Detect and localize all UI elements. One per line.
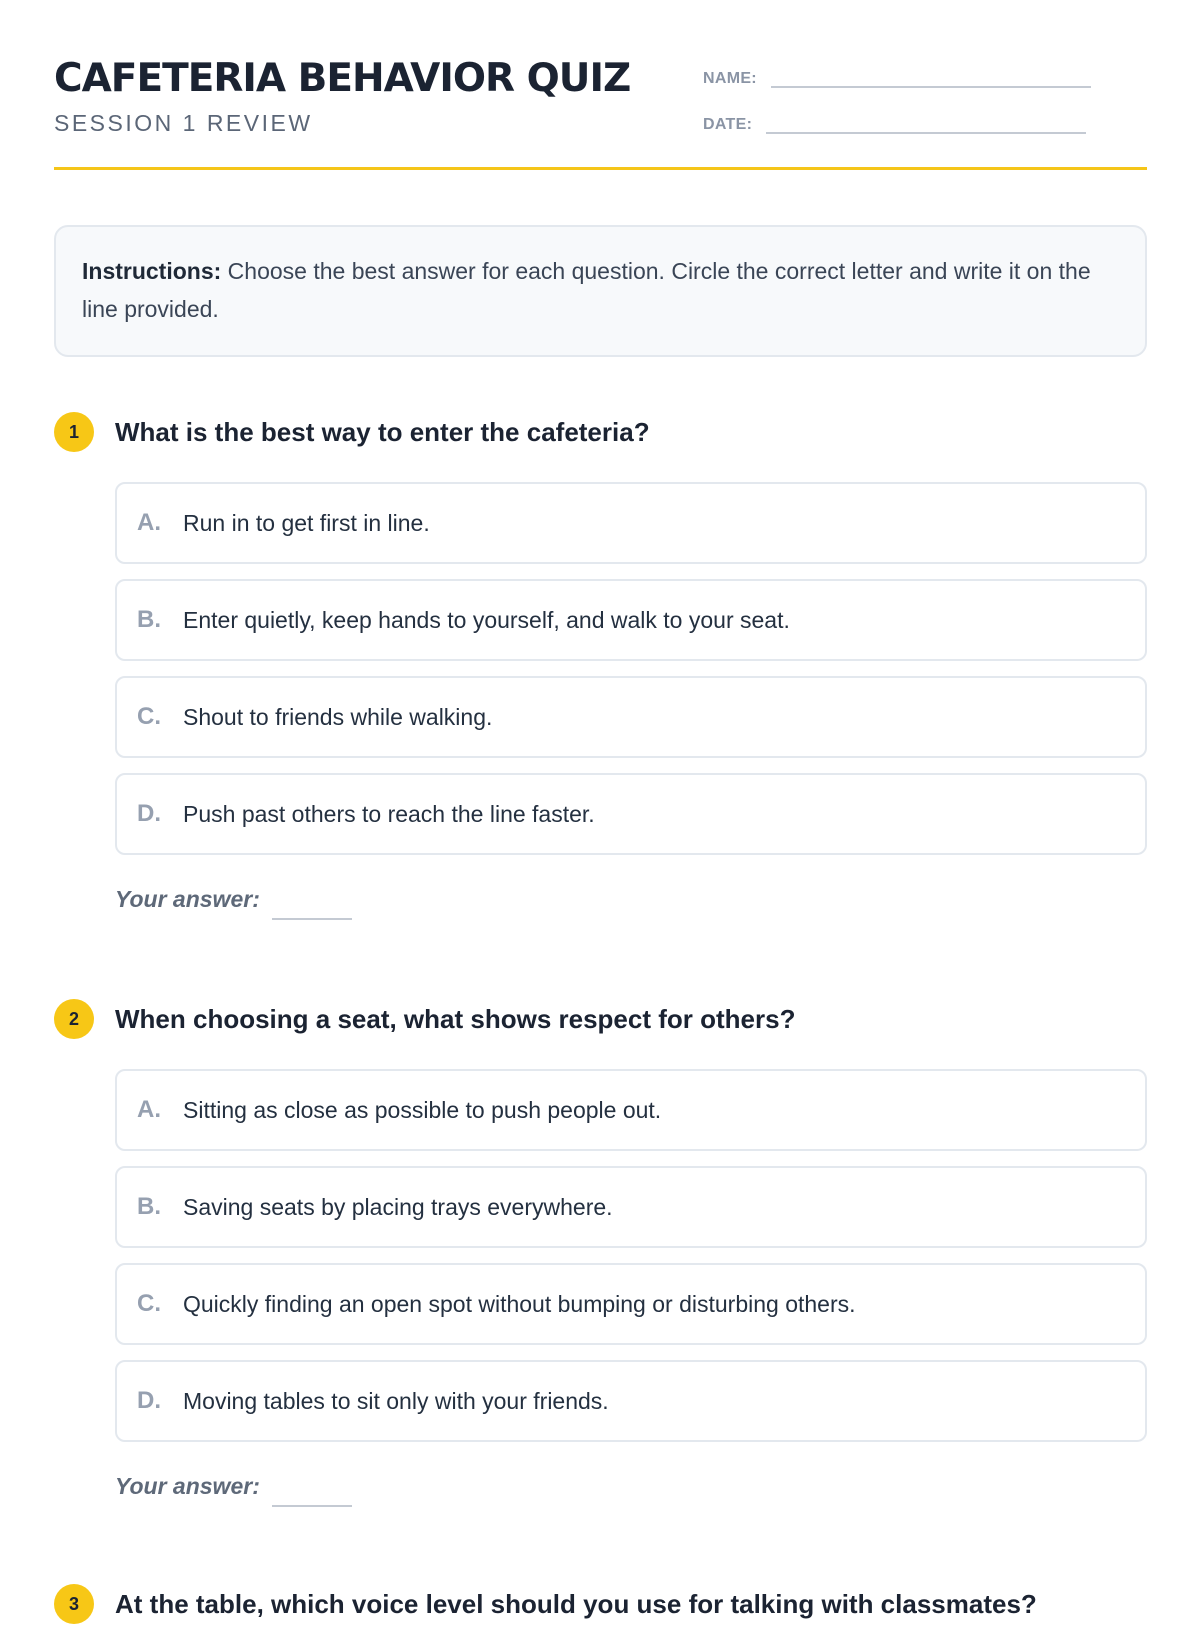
option-a[interactable] <box>115 1069 1147 1151</box>
option-c[interactable] <box>115 1263 1147 1345</box>
date-label: DATE: <box>703 116 753 133</box>
instructions-box <box>54 225 1147 357</box>
page-title: CAFETERIA BEHAVIOR QUIZ <box>54 56 631 101</box>
option-letter: A. <box>137 509 161 536</box>
option-letter: B. <box>137 606 161 633</box>
question-number-badge: 1 <box>54 412 94 452</box>
question-text: At the table, which voice level should you use for talking with classmates? <box>115 1589 1037 1619</box>
question-text: What is the best way to enter the cafeteria? <box>115 417 650 447</box>
option-text: Sitting as close as possible to push people out. <box>183 1097 662 1123</box>
option-text: Enter quietly, keep hands to yourself, and walk to your seat. <box>183 607 790 633</box>
option-text: Shout to friends while walking. <box>183 704 493 730</box>
option-letter: D. <box>137 800 161 827</box>
answer-label: Your answer: <box>115 1473 260 1499</box>
option-text: Push past others to reach the line faster. <box>183 801 595 827</box>
answer-row <box>115 1469 352 1501</box>
question-header <box>54 999 1147 1041</box>
answer-label: Your answer: <box>115 886 260 912</box>
option-letter: B. <box>137 1193 161 1220</box>
option-text: Quickly finding an open spot without bumping or disturbing others. <box>183 1291 856 1317</box>
answer-line[interactable] <box>272 918 352 920</box>
question-number-badge: 3 <box>54 1584 94 1624</box>
question-3 <box>54 1584 1147 1626</box>
instructions-text: Choose the best answer for each question. Circle the correct letter and write it on the line provided. <box>82 258 1091 322</box>
option-letter: C. <box>137 703 161 730</box>
option-b[interactable] <box>115 1166 1147 1248</box>
question-number-badge: 2 <box>54 999 94 1039</box>
name-line[interactable] <box>771 86 1091 88</box>
option-c[interactable] <box>115 676 1147 758</box>
answer-options <box>115 1069 1147 1457</box>
option-text: Saving seats by placing trays everywhere. <box>183 1194 613 1220</box>
name-label: NAME: <box>703 70 757 87</box>
answer-row <box>115 882 352 914</box>
option-letter: C. <box>137 1290 161 1317</box>
question-text: When choosing a seat, what shows respect for others? <box>115 1004 796 1034</box>
option-letter: A. <box>137 1096 161 1123</box>
question-header <box>54 1584 1147 1626</box>
option-d[interactable] <box>115 1360 1147 1442</box>
option-d[interactable] <box>115 773 1147 855</box>
instructions-lead: Instructions: <box>82 258 222 284</box>
option-b[interactable] <box>115 579 1147 661</box>
option-text: Moving tables to sit only with your friends. <box>183 1388 609 1414</box>
question-2 <box>54 999 1147 1499</box>
date-line[interactable] <box>766 132 1086 134</box>
answer-line[interactable] <box>272 1505 352 1507</box>
page-subtitle: SESSION 1 REVIEW <box>54 110 313 136</box>
question-1 <box>54 412 1147 912</box>
option-text: Run in to get first in line. <box>183 510 430 536</box>
option-letter: D. <box>137 1387 161 1414</box>
question-header <box>54 412 1147 454</box>
date-field-row <box>703 106 1086 136</box>
name-field-row <box>703 60 1091 90</box>
answer-options <box>115 482 1147 870</box>
option-a[interactable] <box>115 482 1147 564</box>
